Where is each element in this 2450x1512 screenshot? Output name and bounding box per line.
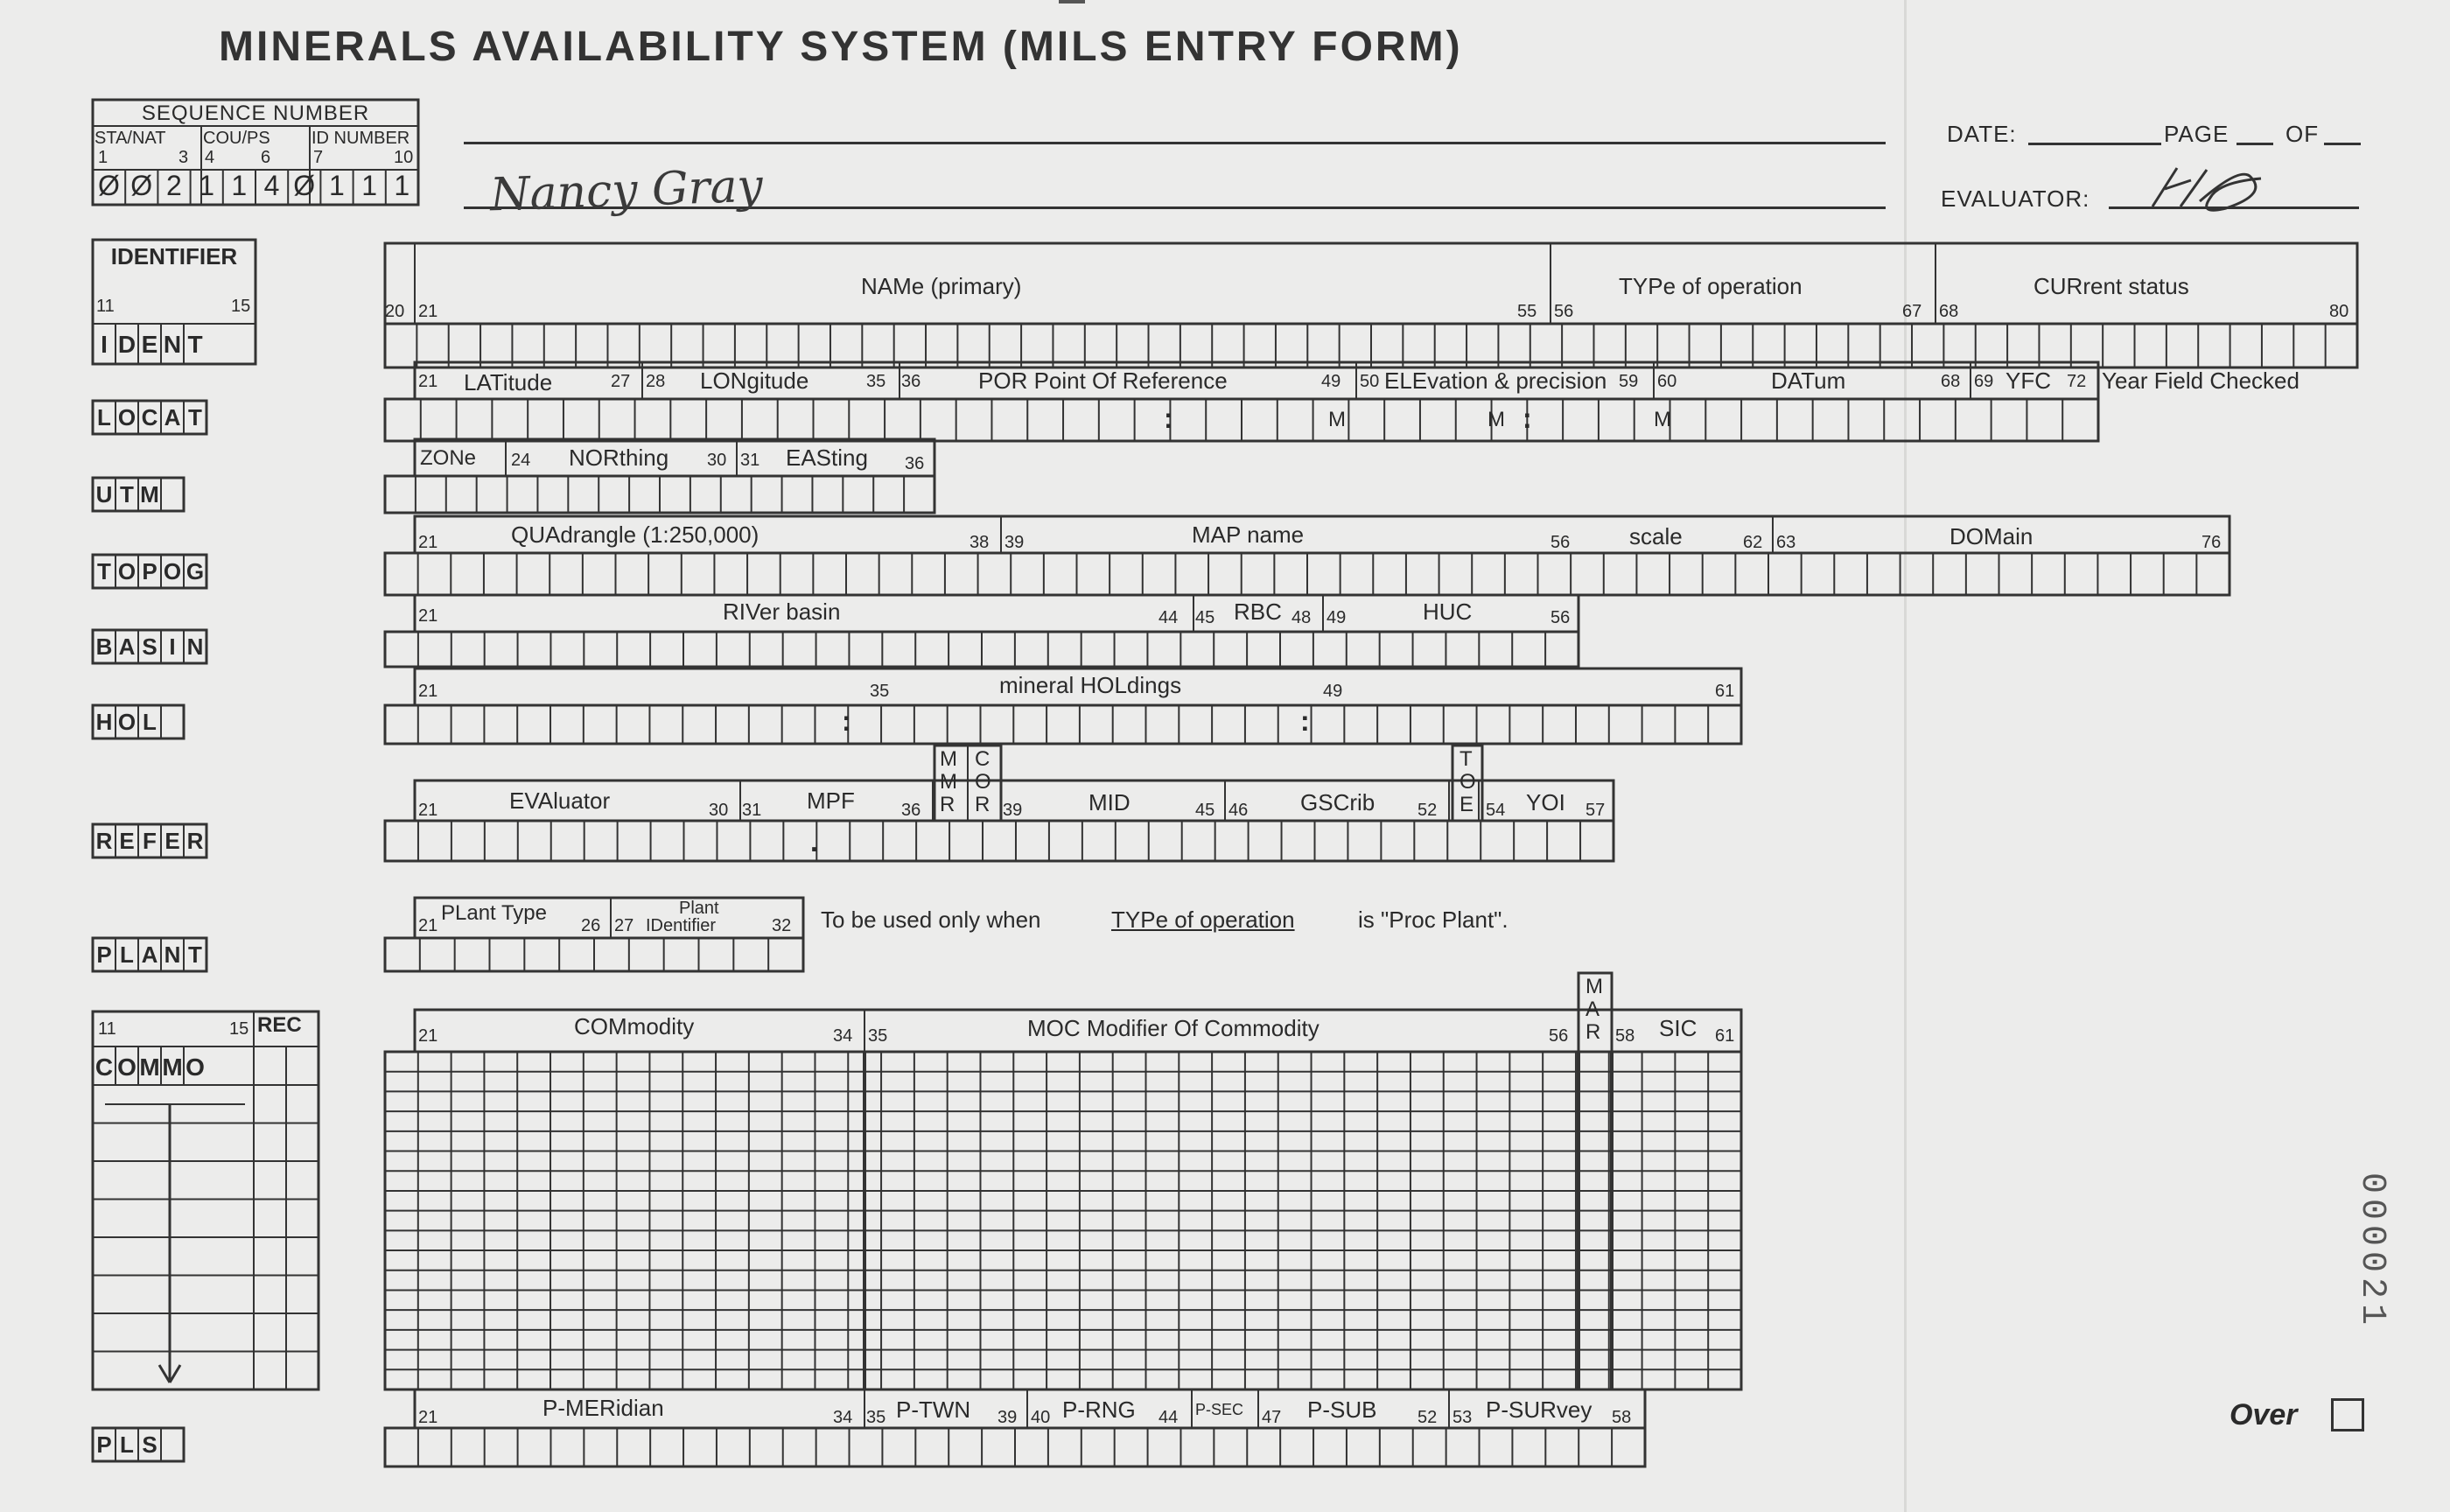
num: 49 <box>1321 372 1341 391</box>
locat-m-marker: M <box>1488 408 1505 431</box>
num: 30 <box>709 801 729 820</box>
num: 35 <box>866 1408 886 1427</box>
refer-mmr-letter: R <box>940 793 956 816</box>
commo-mar-letter: A <box>1586 998 1600 1021</box>
refer-gscrib-label: GSCrib <box>1300 789 1376 816</box>
card-locat-letter: A <box>164 404 181 430</box>
utm-north-label: NORthing <box>569 444 669 471</box>
num: 56 <box>1550 533 1571 552</box>
card-commo-letter: O <box>117 1054 136 1081</box>
seq-handwritten-digit: Ø <box>130 170 153 201</box>
num: 20 <box>385 302 405 321</box>
num: 15 <box>229 1019 249 1039</box>
seq-handwritten-digit: Ø <box>98 170 120 201</box>
rec-label: REC <box>257 1013 302 1037</box>
utm-zone-label: ZONe <box>420 446 477 470</box>
card-commo-letter: M <box>162 1054 183 1081</box>
seq-num: 10 <box>394 148 414 167</box>
num: 55 <box>1517 302 1537 321</box>
card-refer-letter: E <box>119 828 135 854</box>
basin-river-label: RIVer basin <box>723 598 841 625</box>
num: 56 <box>1549 1026 1569 1046</box>
card-basin-letter: I <box>169 634 176 660</box>
pls-psurvey-label: P-SURvey <box>1486 1396 1592 1423</box>
over-label: Over <box>2230 1398 2298 1432</box>
card-plant-letter: N <box>164 942 181 968</box>
num: 45 <box>1195 801 1215 820</box>
evaluator-label: EVALUATOR: <box>1941 186 2090 212</box>
date-field[interactable] <box>2028 143 2161 145</box>
card-commo-letter: O <box>186 1054 205 1081</box>
num: 11 <box>96 297 115 316</box>
card-refer-letter: F <box>143 828 157 854</box>
card-ident-letter: N <box>163 331 182 358</box>
card-utm-letter: T <box>120 481 134 508</box>
commo-grid <box>385 1052 1741 1390</box>
card-locat-letter: O <box>117 404 136 430</box>
num: 57 <box>1586 801 1606 820</box>
num: 44 <box>1158 608 1179 627</box>
commo-mar-letter: R <box>1586 1020 1601 1044</box>
num: 11 <box>98 1019 116 1039</box>
num: 21 <box>418 916 438 935</box>
locat-elev-label: ELEvation & precision <box>1384 368 1607 394</box>
of-label: OF <box>2286 121 2320 147</box>
num: 27 <box>611 372 631 391</box>
num: 68 <box>1939 302 1959 321</box>
num: 48 <box>1292 608 1312 627</box>
num: 50 <box>1360 372 1380 391</box>
locat-lat-label: LATitude <box>464 369 553 396</box>
ident-current-label: CURrent status <box>2034 273 2189 299</box>
num: 58 <box>1615 1026 1635 1046</box>
seq-num: 7 <box>313 148 324 167</box>
num: 56 <box>1554 302 1574 321</box>
commo-moc-label: MOC Modifier Of Commodity <box>1027 1015 1320 1041</box>
locat-year-label: Year Field Checked <box>2102 368 2300 394</box>
locat-datum-label: DATum <box>1771 368 1846 394</box>
sequence-title: SEQUENCE NUMBER <box>141 102 370 125</box>
num: 61 <box>1715 682 1735 701</box>
num: 27 <box>614 916 634 935</box>
document-stamp: 000021 <box>2352 1172 2391 1331</box>
ident-type-label: TYPe of operation <box>1619 273 1802 299</box>
page-field[interactable] <box>2236 143 2273 145</box>
plant-type-label: PLant Type <box>441 901 547 925</box>
num: 31 <box>740 451 760 470</box>
identifier-title: IDENTIFIER <box>110 243 238 270</box>
card-ident-letter: D <box>117 331 136 358</box>
seq-handwritten-digit: 1 <box>361 170 377 201</box>
num: 47 <box>1262 1408 1282 1427</box>
seq-col-id: ID NUMBER <box>312 129 410 148</box>
num: 36 <box>905 454 925 473</box>
topog-scale-label: scale <box>1629 523 1683 550</box>
num: 39 <box>1003 801 1023 820</box>
num: 21 <box>418 302 438 321</box>
hol-colon: : <box>842 705 851 737</box>
refer-mmr-letter: M <box>940 747 957 771</box>
locat-por-label: POR Point Of Reference <box>978 368 1228 394</box>
card-pls-letter: S <box>142 1432 158 1458</box>
num: 24 <box>511 451 531 470</box>
over-checkbox[interactable] <box>2331 1398 2364 1432</box>
card-ident-letter: E <box>141 331 158 358</box>
locat-lon-label: LONgitude <box>700 368 809 394</box>
hol-cells <box>385 705 1741 744</box>
hol-colon: : <box>1300 705 1310 737</box>
num: 54 <box>1486 801 1506 820</box>
handwritten-name: Nancy Gray <box>489 159 764 222</box>
topog-map-label: MAP name <box>1192 522 1305 548</box>
card-topog-letter: P <box>142 558 158 584</box>
card-topog-letter: O <box>117 558 136 584</box>
topog-domain-label: DOMain <box>1950 523 2034 550</box>
num: 35 <box>870 682 890 701</box>
card-basin-letter: N <box>186 634 204 660</box>
card-plant-letter: L <box>120 942 134 968</box>
num: 58 <box>1612 1408 1632 1427</box>
refer-toe-letter: E <box>1460 793 1474 816</box>
commo-arrow-head <box>159 1365 170 1382</box>
refer-dot: . <box>810 826 818 858</box>
num: 38 <box>970 533 990 552</box>
num: 21 <box>418 372 438 391</box>
num: 80 <box>2329 302 2349 321</box>
num: 40 <box>1031 1408 1051 1427</box>
seq-col-cou: COU/PS <box>203 129 270 148</box>
num: 46 <box>1228 801 1249 820</box>
num: 45 <box>1195 608 1215 627</box>
seq-handwritten-digit: 1 <box>199 170 214 201</box>
locat-colon: : <box>1522 402 1532 434</box>
seq-handwritten-digit: 4 <box>263 170 280 201</box>
seq-num: 4 <box>205 148 215 167</box>
num: 35 <box>866 372 886 391</box>
header-line-1 <box>464 142 1886 144</box>
num: 36 <box>901 372 921 391</box>
card-commo-letter: C <box>94 1054 114 1081</box>
num: 56 <box>1550 608 1571 627</box>
num: 69 <box>1974 372 1994 391</box>
card-refer-letter: R <box>95 828 113 854</box>
pls-psec-label: P-SEC <box>1195 1401 1244 1418</box>
card-locat-letter: L <box>97 404 111 430</box>
locat-colon: : <box>1164 402 1173 434</box>
refer-mid-label: MID <box>1088 789 1130 816</box>
commo-arrow-head <box>170 1365 180 1382</box>
num: 61 <box>1715 1026 1735 1046</box>
num: 76 <box>2202 533 2222 552</box>
refer-cor-letter: R <box>975 793 990 816</box>
pls-pmer-label: P-MERidian <box>542 1395 664 1421</box>
plant-note: To be used only when <box>821 906 1041 933</box>
num: 72 <box>2067 372 2087 391</box>
num: 52 <box>1418 1408 1438 1427</box>
num: 53 <box>1452 1408 1473 1427</box>
seq-handwritten-digit: 1 <box>394 170 410 201</box>
basin-huc-label: HUC <box>1423 598 1473 625</box>
num: 32 <box>772 916 792 935</box>
num: 21 <box>418 801 438 820</box>
num: 59 <box>1619 372 1639 391</box>
card-commo-letter: M <box>139 1054 160 1081</box>
seq-num: 6 <box>261 148 271 167</box>
seq-handwritten-digit: Ø <box>293 170 316 201</box>
num: 21 <box>418 533 438 552</box>
card-plant-letter: P <box>96 942 112 968</box>
ident-name-label: NAMe (primary) <box>861 273 1022 299</box>
seq-handwritten-digit: 1 <box>231 170 248 201</box>
num: 26 <box>581 916 601 935</box>
locat-m-marker: M <box>1328 408 1346 431</box>
card-utm-letter: M <box>140 481 159 508</box>
num: 31 <box>742 801 762 820</box>
num: 28 <box>646 372 666 391</box>
num: 21 <box>418 682 438 701</box>
num: 52 <box>1418 801 1438 820</box>
card-topog-letter: G <box>186 558 205 584</box>
card-pls-letter: L <box>120 1432 134 1458</box>
seq-num: 1 <box>98 148 108 167</box>
num: 67 <box>1902 302 1922 321</box>
card-refer-letter: E <box>164 828 180 854</box>
card-plant-letter: A <box>141 942 158 968</box>
refer-yoi-label: YOI <box>1526 789 1565 816</box>
refer-toe-letter: O <box>1460 770 1476 794</box>
form-title: MINERALS AVAILABILITY SYSTEM (MILS ENTRY FORM) <box>219 24 1463 70</box>
card-plant-letter: T <box>188 942 202 968</box>
card-refer-letter: R <box>186 828 204 854</box>
refer-cells <box>385 821 1614 861</box>
card-topog-letter: T <box>97 558 111 584</box>
num: 44 <box>1158 1408 1179 1427</box>
page-label: PAGE <box>2164 121 2230 147</box>
num: 62 <box>1743 533 1763 552</box>
num: 34 <box>833 1408 853 1427</box>
num: 39 <box>1004 533 1025 552</box>
num: 21 <box>418 1408 438 1427</box>
date-label: DATE: <box>1947 121 2017 147</box>
of-field[interactable] <box>2324 143 2361 145</box>
commo-sic-label: SIC <box>1659 1015 1698 1041</box>
card-basin-letter: B <box>95 634 113 660</box>
card-ident-letter: I <box>101 331 108 358</box>
seq-handwritten-digit: 1 <box>328 170 345 201</box>
card-hol-letter: O <box>117 709 136 735</box>
num: 34 <box>833 1026 853 1046</box>
seq-num: 3 <box>178 148 189 167</box>
num: 30 <box>707 451 727 470</box>
card-utm-letter: U <box>95 481 113 508</box>
plant-id-label-2: IDentifier <box>646 916 717 935</box>
num: 15 <box>231 297 251 316</box>
commo-com-label: COMmodity <box>574 1013 695 1040</box>
pls-psub-label: P-SUB <box>1307 1396 1377 1423</box>
hol-holdings-label: mineral HOLdings <box>999 672 1182 698</box>
refer-mmr-letter: M <box>940 770 957 794</box>
num: 21 <box>418 1026 438 1046</box>
pls-ptwn-label: P-TWN <box>896 1396 971 1423</box>
num: 68 <box>1941 372 1961 391</box>
num: 36 <box>901 801 921 820</box>
utm-east-label: EASting <box>786 444 868 471</box>
num: 35 <box>868 1026 888 1046</box>
locat-yfc-label: YFC <box>2006 368 2051 394</box>
card-topog-letter: O <box>163 558 182 584</box>
num: 60 <box>1657 372 1677 391</box>
refer-mpf-label: MPF <box>807 788 855 814</box>
evaluator-signature <box>2146 163 2277 215</box>
card-basin-letter: S <box>142 634 158 660</box>
num: 39 <box>998 1408 1018 1427</box>
card-pls-letter: P <box>96 1432 112 1458</box>
refer-toe-letter: T <box>1460 747 1473 771</box>
seq-handwritten-digit: 2 <box>165 170 182 201</box>
num: 49 <box>1326 608 1347 627</box>
plant-note-link: TYPe of operation <box>1111 906 1295 933</box>
pls-prng-label: P-RNG <box>1062 1396 1136 1423</box>
refer-cor-letter: C <box>975 747 990 771</box>
topog-quad-label: QUAdrangle (1:250,000) <box>511 522 760 548</box>
refer-cor-letter: O <box>975 770 991 794</box>
basin-rbc-label: RBC <box>1234 598 1282 625</box>
card-basin-letter: A <box>118 634 136 660</box>
refer-eval-label: EVAluator <box>509 788 611 814</box>
card-locat-letter: C <box>141 404 158 430</box>
num: 21 <box>418 606 438 626</box>
basin-header <box>415 595 1578 632</box>
card-locat-letter: T <box>188 404 202 430</box>
plant-note: is "Proc Plant". <box>1358 906 1508 933</box>
plant-id-label-1: Plant <box>679 899 719 918</box>
card-hol-letter: H <box>95 709 113 735</box>
card-hol-letter: L <box>143 709 157 735</box>
locat-m-marker: M <box>1654 408 1671 431</box>
seq-col-sta: STA/NAT <box>94 129 166 148</box>
num: 49 <box>1323 682 1343 701</box>
commo-mar-letter: M <box>1586 975 1603 998</box>
card-ident-letter: T <box>187 331 203 358</box>
num: 63 <box>1776 533 1796 552</box>
